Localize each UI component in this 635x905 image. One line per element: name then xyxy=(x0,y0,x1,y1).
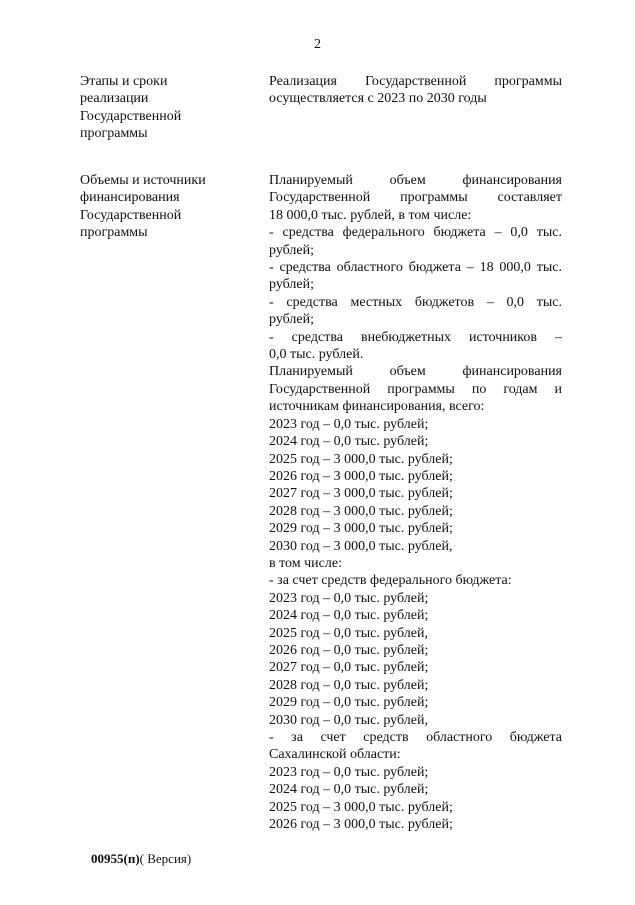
value-line: рублей; xyxy=(269,312,314,328)
label-line: Объемы и источники xyxy=(80,173,206,188)
value-line: 2024 год – 0,0 тыс. рублей; xyxy=(269,608,429,624)
value-line: - средства областного бюджета – 18 000,0 тыс. xyxy=(269,260,562,276)
value-line: - средства федерального бюджета – 0,0 тыс. xyxy=(269,225,562,241)
label-line: Государственной xyxy=(80,108,182,124)
value-line: 2029 год – 3 000,0 тыс. рублей; xyxy=(269,521,453,537)
value-line: 2026 год – 3 000,0 тыс. рублей; xyxy=(269,468,453,484)
value-line: 2028 год – 0,0 тыс. рублей; xyxy=(269,677,429,693)
value-line: 2027 год – 3 000,0 тыс. рублей; xyxy=(269,486,453,502)
page-number: 2 xyxy=(314,37,321,52)
value-line: 2023 год – 0,0 тыс. рублей; xyxy=(269,590,429,606)
value-line: - за счет средств областного бюджета xyxy=(269,730,562,745)
value-line: 0,0 тыс. рублей. xyxy=(269,347,364,363)
value-line: 2029 год – 0,0 тыс. рублей; xyxy=(269,695,429,711)
funding-value xyxy=(269,172,562,833)
value-line: Государственной программы составляет xyxy=(269,190,562,206)
value-line: рублей; xyxy=(269,277,314,293)
value-line: - средства внебюджетных источников – xyxy=(269,329,562,345)
label-line: реализации xyxy=(80,91,149,107)
label-line: Этапы и сроки xyxy=(80,74,168,89)
value-line: 2025 год – 3 000,0 тыс. рублей; xyxy=(269,799,453,815)
label-line: программы xyxy=(80,225,148,241)
label-line: программы xyxy=(80,126,148,142)
label-line: Государственной xyxy=(80,207,182,223)
value-line: Сахалинской области: xyxy=(269,747,401,763)
value-line: Государственной программы по годам и xyxy=(269,381,562,397)
value-line: 2030 год – 0,0 тыс. рублей, xyxy=(269,712,428,728)
value-line: Планируемый объем финансирования xyxy=(269,364,562,380)
value-line: 2027 год – 0,0 тыс. рублей; xyxy=(269,660,429,676)
value-line: 2025 год – 3 000,0 тыс. рублей; xyxy=(269,451,453,467)
value-line: 2023 год – 0,0 тыс. рублей; xyxy=(269,764,429,780)
value-line: - средства местных бюджетов – 0,0 тыс. xyxy=(269,294,562,310)
value-line: Реализация Государственной программы xyxy=(269,74,562,89)
value-line: источникам финансирования, всего: xyxy=(269,399,485,415)
value-line: осуществляется с 2023 по 2030 годы xyxy=(269,91,487,107)
value-line: рублей; xyxy=(269,242,314,258)
value-line: Планируемый объем финансирования xyxy=(269,173,562,188)
document-code: 00955(п) xyxy=(91,851,140,866)
document-footer xyxy=(91,851,191,867)
stages-label xyxy=(80,73,245,143)
value-line: 2026 год – 3 000,0 тыс. рублей; xyxy=(269,817,453,833)
document-version: ( Версия) xyxy=(139,851,192,866)
value-line: 2028 год – 3 000,0 тыс. рублей; xyxy=(269,503,453,519)
value-line: 2024 год – 0,0 тыс. рублей; xyxy=(269,434,429,450)
value-line: 2030 год – 3 000,0 тыс. рублей, xyxy=(269,538,453,554)
value-line: в том числе: xyxy=(269,555,342,571)
value-line: 18 000,0 тыс. рублей, в том числе: xyxy=(269,207,472,223)
value-line: 2024 год – 0,0 тыс. рублей; xyxy=(269,782,429,798)
value-line: 2025 год – 0,0 тыс. рублей, xyxy=(269,625,428,641)
value-line: 2023 год – 0,0 тыс. рублей; xyxy=(269,416,429,432)
value-line: - за счет средств федерального бюджета: xyxy=(269,573,512,589)
label-line: финансирования xyxy=(80,190,180,206)
funding-label xyxy=(80,172,245,242)
stages-value xyxy=(269,73,562,108)
value-line: 2026 год – 0,0 тыс. рублей; xyxy=(269,642,429,658)
